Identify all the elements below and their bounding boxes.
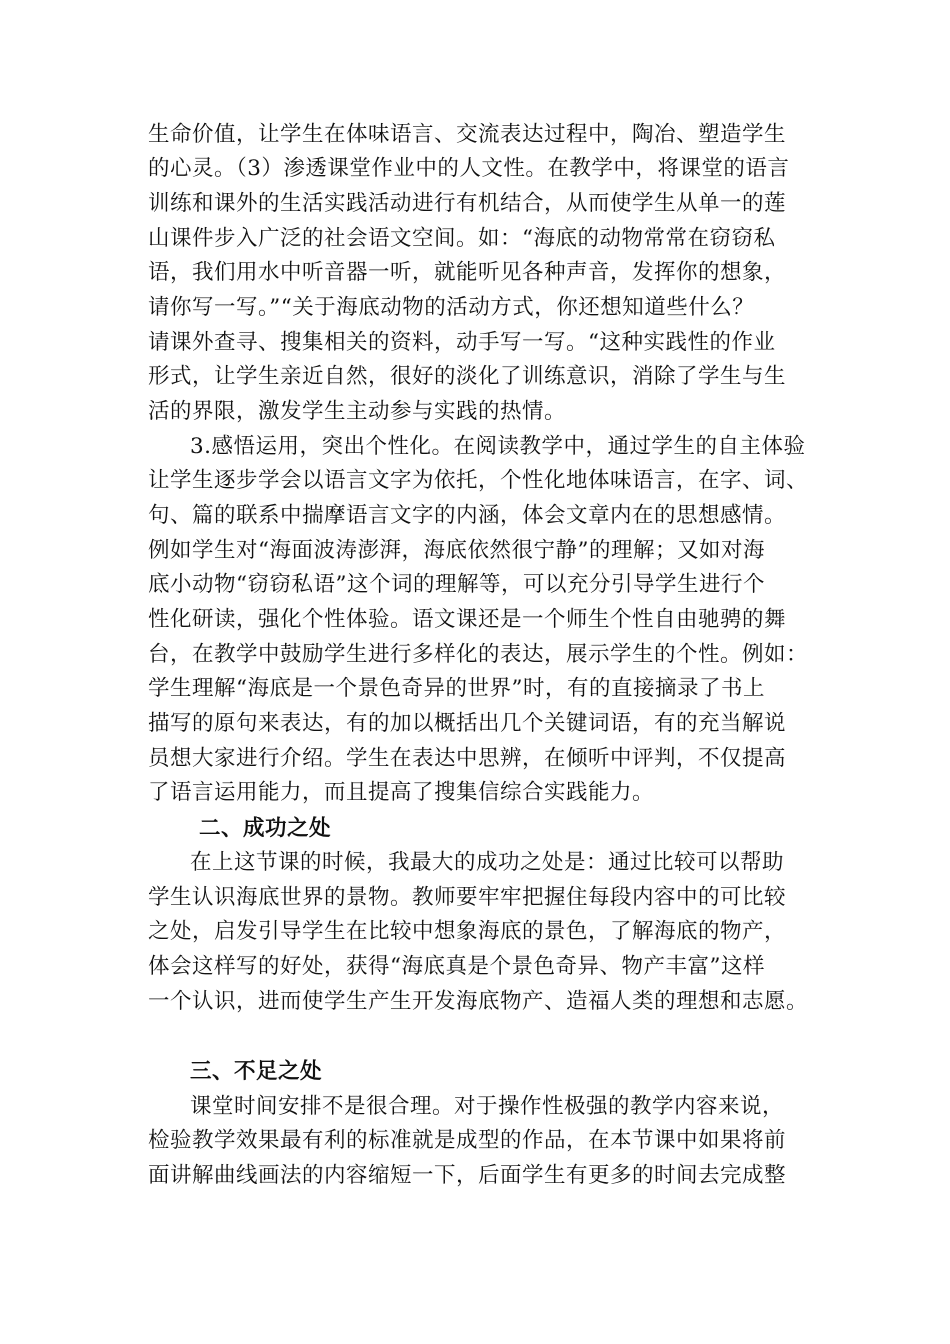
text-line: 员想大家进行介绍。学生在表达中思辨，在倾听中评判，不仅提高 bbox=[148, 746, 787, 771]
text-line: 了语言运用能力，而且提高了搜集信综合实践能力。 bbox=[148, 780, 655, 805]
text-line: 课堂时间安排不是很合理。对于操作性极强的教学内容来说， bbox=[190, 1094, 785, 1119]
text-line: 台，在教学中鼓励学生进行多样化的表达，展示学生的个性。例如： bbox=[148, 642, 809, 667]
text-line: 请你写一写。”“关于海底动物的活动方式，你还想知道些什么？ bbox=[148, 295, 755, 320]
text-line: 面讲解曲线画法的内容缩短一下，后面学生有更多的时间去完成整 bbox=[148, 1163, 787, 1188]
text-line: 形式，让学生亲近自然，很好的淡化了训练意识，消除了学生与生 bbox=[148, 364, 787, 389]
text-line: 体会这样写的好处，获得“海底真是个景色奇异、物产丰富”这样 bbox=[148, 954, 765, 979]
section-heading-success: 二、成功之处 bbox=[199, 816, 332, 841]
text-line: 让学生逐步学会以语言文字为依托，个性化地体味语言，在字、词、 bbox=[148, 468, 809, 493]
text-line: 一个认识，进而使学生产生开发海底物产、造福人类的理想和志愿。 bbox=[148, 989, 809, 1014]
text-line: 句、篇的联系中揣摩语言文字的内涵，体会文章内在的思想感情。 bbox=[148, 503, 787, 528]
text-line: 检验教学效果最有利的标准就是成型的作品，在本节课中如果将前 bbox=[148, 1128, 787, 1153]
text-line: 描写的原句来表达，有的加以概括出几个关键词语，有的充当解说 bbox=[148, 711, 787, 736]
text-line: 训练和课外的生活实践活动进行有机结合，从而使学生从单一的莲 bbox=[148, 191, 787, 216]
text-line: 语，我们用水中听音器一听，就能听见各种声音，发挥你的想象， bbox=[148, 260, 787, 285]
section-heading-shortcomings: 三、不足之处 bbox=[190, 1059, 323, 1084]
text-line: 生命价值，让学生在体味语言、交流表达过程中，陶冶、塑造学生 bbox=[148, 122, 787, 147]
text-line: 底小动物“窃窃私语”这个词的理解等，可以充分引导学生进行个 bbox=[148, 572, 765, 597]
text-line: 的心灵。（3）渗透课堂作业中的人文性。在教学中，将课堂的语言 bbox=[148, 156, 790, 181]
text-line: 学生理解“海底是一个景色奇异的世界”时，有的直接摘录了书上 bbox=[148, 676, 765, 701]
text-line: 性化研读，强化个性体验。语文课还是一个师生个性自由驰骋的舞 bbox=[148, 607, 787, 632]
text-line: 活的界限，激发学生主动参与实践的热情。 bbox=[148, 399, 567, 424]
text-line: 学生认识海底世界的景物。教师要牢牢把握住每段内容中的可比较 bbox=[148, 885, 787, 910]
text-line: 山课件步入广泛的社会语文空间。如：“海底的动物常常在窃窃私 bbox=[148, 226, 776, 251]
text-line: 请课外查寻、搜集相关的资料，动手写一写。“这种实践性的作业 bbox=[148, 330, 776, 355]
text-line: 之处，启发引导学生在比较中想象海底的景色，了解海底的物产， bbox=[148, 919, 787, 944]
text-line: 在上这节课的时候，我最大的成功之处是：通过比较可以帮助 bbox=[190, 850, 785, 875]
text-line: 例如学生对“海面波涛澎湃，海底依然很宁静”的理解；又如对海 bbox=[148, 538, 765, 563]
text-line: 3.感悟运用，突出个性化。在阅读教学中，通过学生的自主体验 bbox=[190, 434, 806, 459]
